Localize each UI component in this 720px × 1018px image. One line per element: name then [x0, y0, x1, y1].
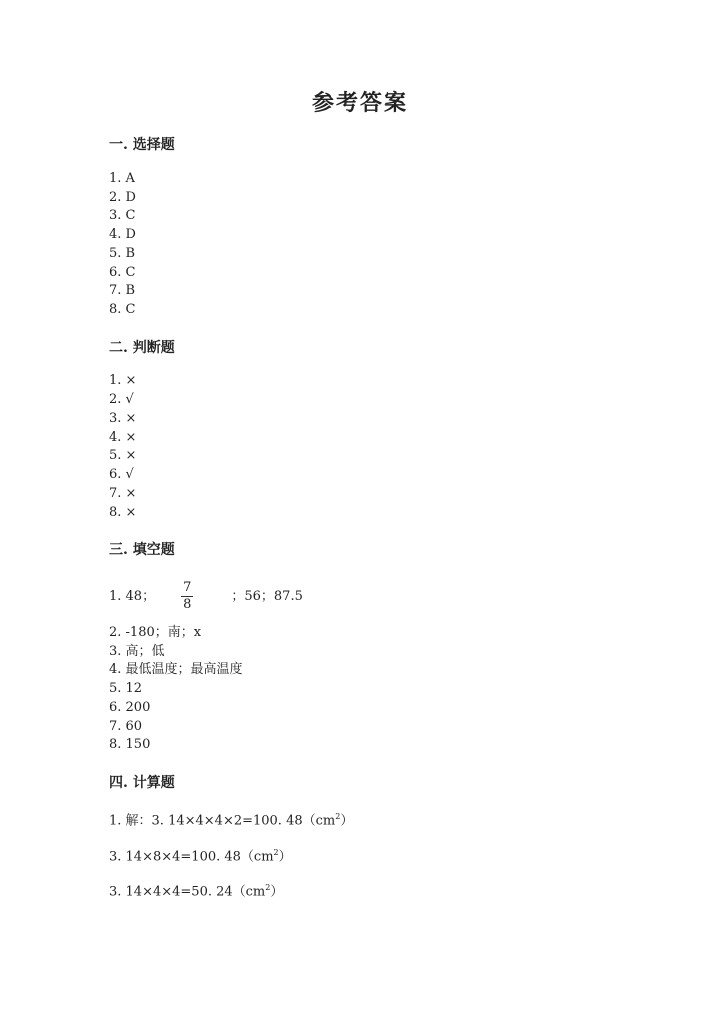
answer-item: 5. B — [109, 246, 136, 261]
calc-text: 3. 14×8×4=100. 48（cm — [109, 849, 274, 865]
answer-item: 7. × — [109, 486, 137, 501]
answer-item: 6. √ — [109, 467, 134, 482]
answer-item: 4. × — [109, 430, 137, 445]
answer-item: 6. 200 — [109, 700, 151, 715]
calc-text: 1. 解：3. 14×4×4×2=100. 48（cm — [109, 813, 336, 829]
answer-item: 4. D — [109, 227, 136, 242]
answer-item: 6. C — [109, 265, 136, 280]
calc-close: ） — [340, 813, 354, 829]
answer-item: 7. B — [109, 283, 136, 298]
answer-item: 1. A — [109, 171, 135, 186]
answer-item-with-fraction — [109, 580, 303, 613]
answer-item: 8. × — [109, 505, 137, 520]
calc-text: 3. 14×4×4=50. 24（cm — [109, 884, 266, 900]
section-heading-judge: 二. 判断题 — [109, 340, 175, 356]
answer-item: 2. √ — [109, 392, 134, 407]
fraction-denominator: 8 — [183, 597, 192, 612]
answer-item: 8. C — [109, 302, 136, 317]
calc-line — [109, 808, 353, 830]
answer-item: 8. 150 — [109, 737, 151, 752]
answer-suffix: ；56；87.5 — [231, 589, 303, 604]
section-heading-calc: 四. 计算题 — [109, 775, 175, 791]
superscript: 2 — [335, 812, 341, 821]
fraction-numerator: 7 — [183, 580, 192, 595]
section-heading-choice: 一. 选择题 — [109, 137, 175, 153]
answer-item: 4. 最低温度；最高温度 — [109, 662, 243, 677]
answer-item: 3. × — [109, 411, 137, 426]
answer-item: 3. 高；低 — [109, 644, 165, 659]
superscript: 2 — [265, 883, 271, 892]
answer-item: 3. C — [109, 208, 136, 223]
calc-line — [109, 844, 292, 866]
calc-close: ） — [278, 849, 292, 865]
section-heading-fill: 三. 填空题 — [109, 542, 175, 558]
answer-item: 5. 12 — [109, 681, 143, 696]
answer-item: 7. 60 — [109, 719, 143, 734]
answer-item: 2. -180；南；x — [109, 625, 202, 640]
answer-item: 2. D — [109, 190, 136, 205]
calc-line — [109, 879, 283, 901]
answer-prefix: 1. 48； — [109, 589, 156, 604]
calc-close: ） — [270, 884, 284, 900]
answer-item: 5. × — [109, 448, 137, 463]
answer-item: 1. × — [109, 373, 137, 388]
superscript: 2 — [273, 848, 279, 857]
page-title: 参考答案 — [311, 90, 408, 116]
fraction — [181, 580, 193, 613]
